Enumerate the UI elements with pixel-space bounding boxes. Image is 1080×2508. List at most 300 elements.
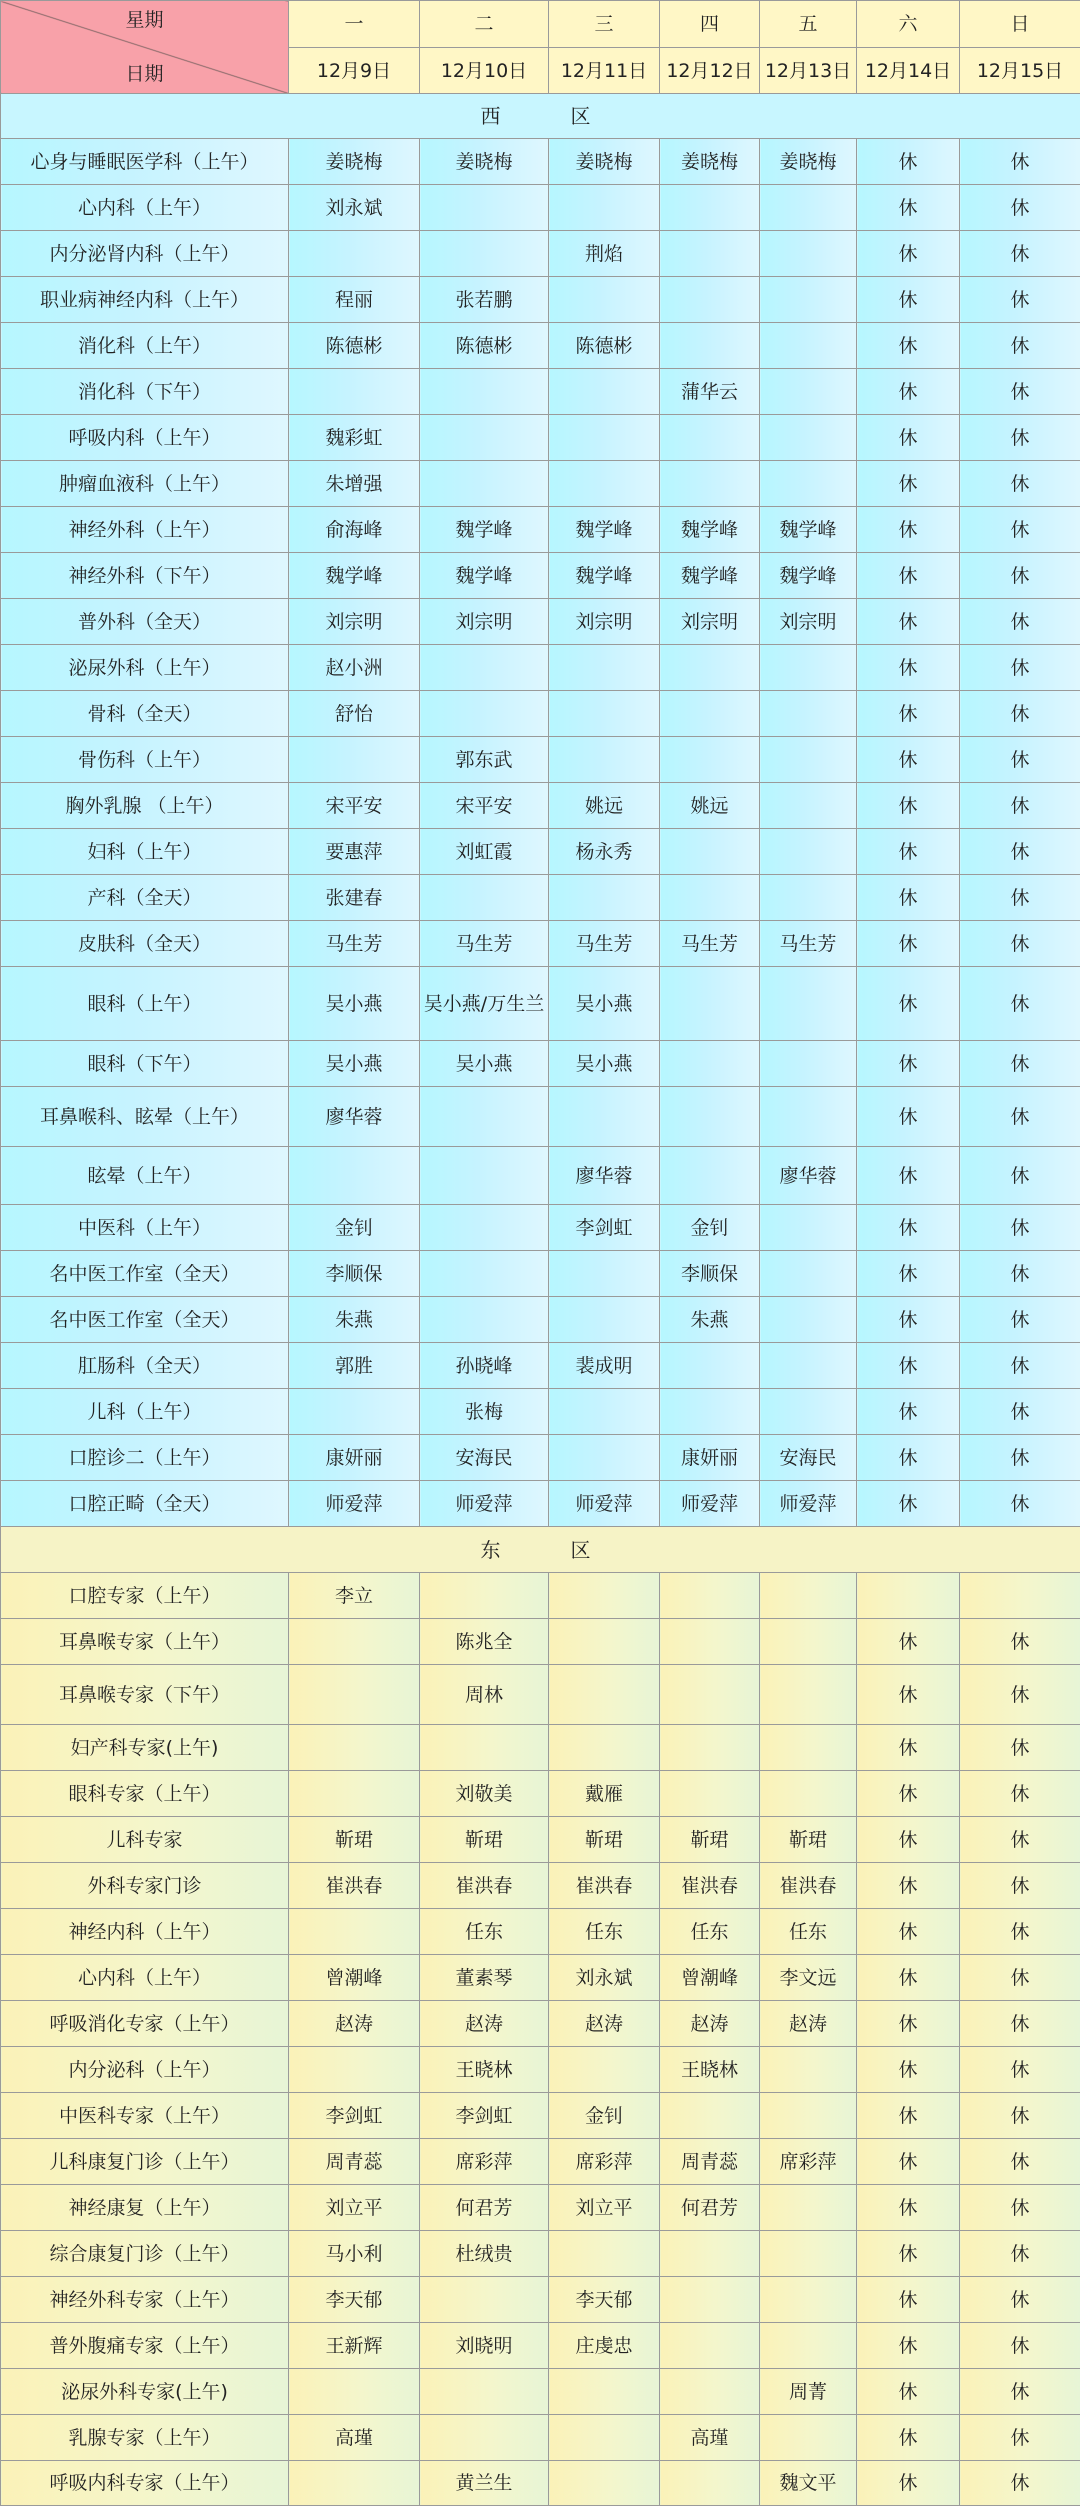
doctor-cell-wed xyxy=(549,1389,660,1435)
doctor-cell-fri: 魏文平 xyxy=(760,2461,857,2506)
department-cell: 肛肠科（全天） xyxy=(1,1343,289,1389)
doctor-cell-mon xyxy=(289,1619,420,1665)
doctor-cell-sat: 休 xyxy=(857,2231,960,2277)
doctor-cell-mon: 曾潮峰 xyxy=(289,1955,420,2001)
doctor-cell-sun: 休 xyxy=(960,2093,1080,2139)
doctor-cell-thu: 师爱萍 xyxy=(660,1481,760,1527)
doctor-cell-mon xyxy=(289,2047,420,2093)
doctor-cell-thu: 李顺保 xyxy=(660,1251,760,1297)
doctor-cell-thu xyxy=(660,875,760,921)
department-cell: 肿瘤血液科（上午） xyxy=(1,461,289,507)
doctor-cell-thu: 高瑾 xyxy=(660,2415,760,2461)
doctor-cell-tue: 张梅 xyxy=(420,1389,549,1435)
schedule-row xyxy=(1,921,1080,967)
doctor-cell-mon: 李顺保 xyxy=(289,1251,420,1297)
doctor-cell-thu xyxy=(660,1087,760,1147)
doctor-cell-wed xyxy=(549,2461,660,2506)
doctor-cell-thu xyxy=(660,1389,760,1435)
doctor-cell-sat: 休 xyxy=(857,277,960,323)
schedule-row xyxy=(1,1481,1080,1527)
doctor-cell-sun: 休 xyxy=(960,2047,1080,2093)
doctor-cell-fri xyxy=(760,1619,857,1665)
schedule-row xyxy=(1,783,1080,829)
doctor-cell-tue: 刘宗明 xyxy=(420,599,549,645)
schedule-row xyxy=(1,1573,1080,1619)
doctor-cell-thu xyxy=(660,1041,760,1087)
doctor-cell-sun: 休 xyxy=(960,1619,1080,1665)
department-cell: 外科专家门诊 xyxy=(1,1863,289,1909)
doctor-cell-sun: 休 xyxy=(960,1435,1080,1481)
doctor-cell-sat: 休 xyxy=(857,2461,960,2506)
doctor-cell-thu: 金钊 xyxy=(660,1205,760,1251)
schedule-row xyxy=(1,507,1080,553)
doctor-cell-tue: 魏学峰 xyxy=(420,553,549,599)
doctor-cell-wed: 杨永秀 xyxy=(549,829,660,875)
schedule-row xyxy=(1,2323,1080,2369)
doctor-cell-mon xyxy=(289,1909,420,1955)
doctor-cell-sat: 休 xyxy=(857,921,960,967)
doctor-cell-wed xyxy=(549,691,660,737)
doctor-cell-thu xyxy=(660,829,760,875)
doctor-cell-thu xyxy=(660,645,760,691)
schedule-row xyxy=(1,1251,1080,1297)
department-cell: 呼吸消化专家（上午） xyxy=(1,2001,289,2047)
doctor-cell-tue xyxy=(420,461,549,507)
doctor-cell-sat: 休 xyxy=(857,1343,960,1389)
doctor-cell-mon: 马小利 xyxy=(289,2231,420,2277)
doctor-cell-mon: 王新辉 xyxy=(289,2323,420,2369)
schedule-row xyxy=(1,2047,1080,2093)
schedule-row xyxy=(1,1205,1080,1251)
doctor-cell-wed xyxy=(549,2415,660,2461)
doctor-cell-sat: 休 xyxy=(857,231,960,277)
doctor-cell-fri xyxy=(760,2185,857,2231)
doctor-cell-sat: 休 xyxy=(857,1665,960,1725)
doctor-cell-sat: 休 xyxy=(857,1435,960,1481)
doctor-cell-fri xyxy=(760,185,857,231)
doctor-cell-tue: 吴小燕/万生兰 xyxy=(420,967,549,1041)
department-cell: 眼科（上午） xyxy=(1,967,289,1041)
doctor-cell-sun: 休 xyxy=(960,1297,1080,1343)
doctor-cell-tue xyxy=(420,1205,549,1251)
doctor-cell-wed: 荆焰 xyxy=(549,231,660,277)
doctor-cell-sun: 休 xyxy=(960,323,1080,369)
doctor-cell-mon: 李剑虹 xyxy=(289,2093,420,2139)
doctor-cell-sat: 休 xyxy=(857,1389,960,1435)
department-cell: 中医科（上午） xyxy=(1,1205,289,1251)
doctor-cell-tue xyxy=(420,231,549,277)
doctor-cell-wed: 姜晓梅 xyxy=(549,139,660,185)
doctor-cell-mon: 郭胜 xyxy=(289,1343,420,1389)
doctor-cell-mon xyxy=(289,737,420,783)
weekday-sat: 六 xyxy=(857,1,960,48)
department-cell: 内分泌肾内科（上午） xyxy=(1,231,289,277)
doctor-cell-tue: 吴小燕 xyxy=(420,1041,549,1087)
doctor-cell-thu: 崔洪春 xyxy=(660,1863,760,1909)
doctor-cell-sat: 休 xyxy=(857,783,960,829)
doctor-cell-thu xyxy=(660,415,760,461)
department-cell: 普外腹痛专家（上午） xyxy=(1,2323,289,2369)
doctor-cell-wed: 席彩萍 xyxy=(549,2139,660,2185)
doctor-cell-fri xyxy=(760,1205,857,1251)
doctor-cell-mon: 吴小燕 xyxy=(289,967,420,1041)
doctor-cell-wed: 魏学峰 xyxy=(549,507,660,553)
doctor-cell-sat xyxy=(857,1573,960,1619)
department-cell: 耳鼻喉专家（上午） xyxy=(1,1619,289,1665)
schedule-row xyxy=(1,1147,1080,1205)
doctor-cell-mon: 赵涛 xyxy=(289,2001,420,2047)
doctor-cell-thu: 马生芳 xyxy=(660,921,760,967)
doctor-cell-wed: 刘永斌 xyxy=(549,1955,660,2001)
schedule-row xyxy=(1,2461,1080,2506)
doctor-cell-wed: 赵涛 xyxy=(549,2001,660,2047)
doctor-cell-sat: 休 xyxy=(857,2093,960,2139)
doctor-cell-sun: 休 xyxy=(960,2277,1080,2323)
doctor-cell-mon: 要惠萍 xyxy=(289,829,420,875)
doctor-cell-sat: 休 xyxy=(857,1297,960,1343)
doctor-cell-fri xyxy=(760,2231,857,2277)
date-tue: 12月10日 xyxy=(420,48,549,94)
doctor-cell-wed xyxy=(549,1619,660,1665)
doctor-cell-mon xyxy=(289,1147,420,1205)
doctor-cell-thu: 姚远 xyxy=(660,783,760,829)
department-cell: 皮肤科（全天） xyxy=(1,921,289,967)
schedule-row xyxy=(1,1297,1080,1343)
schedule-row xyxy=(1,875,1080,921)
department-cell: 产科（全天） xyxy=(1,875,289,921)
schedule-row xyxy=(1,1909,1080,1955)
doctor-cell-sat: 休 xyxy=(857,2001,960,2047)
doctor-cell-thu: 王晓林 xyxy=(660,2047,760,2093)
doctor-cell-mon: 靳珺 xyxy=(289,1817,420,1863)
doctor-cell-mon: 张建春 xyxy=(289,875,420,921)
doctor-cell-thu: 何君芳 xyxy=(660,2185,760,2231)
schedule-row xyxy=(1,1817,1080,1863)
doctor-cell-mon: 廖华蓉 xyxy=(289,1087,420,1147)
doctor-cell-tue: 陈德彬 xyxy=(420,323,549,369)
doctor-cell-tue xyxy=(420,2415,549,2461)
doctor-cell-sat: 休 xyxy=(857,185,960,231)
doctor-cell-sat: 休 xyxy=(857,415,960,461)
doctor-cell-sat: 休 xyxy=(857,599,960,645)
doctor-cell-sun: 休 xyxy=(960,2001,1080,2047)
schedule-row xyxy=(1,2185,1080,2231)
doctor-cell-fri xyxy=(760,2047,857,2093)
schedule-row xyxy=(1,1435,1080,1481)
west-section-header xyxy=(1,94,1080,139)
doctor-cell-sun: 休 xyxy=(960,1955,1080,2001)
doctor-cell-sat: 休 xyxy=(857,1725,960,1771)
date-mon: 12月9日 xyxy=(289,48,420,94)
doctor-cell-fri xyxy=(760,829,857,875)
doctor-cell-wed xyxy=(549,369,660,415)
doctor-cell-thu xyxy=(660,2231,760,2277)
doctor-cell-sun: 休 xyxy=(960,1251,1080,1297)
doctor-cell-tue: 杜绒贵 xyxy=(420,2231,549,2277)
doctor-cell-tue: 魏学峰 xyxy=(420,507,549,553)
doctor-cell-fri xyxy=(760,783,857,829)
doctor-cell-sat: 休 xyxy=(857,2185,960,2231)
department-cell: 综合康复门诊（上午） xyxy=(1,2231,289,2277)
doctor-cell-wed xyxy=(549,1725,660,1771)
department-cell: 普外科（全天） xyxy=(1,599,289,645)
doctor-cell-wed xyxy=(549,2369,660,2415)
doctor-cell-fri xyxy=(760,1771,857,1817)
doctor-cell-sun: 休 xyxy=(960,2461,1080,2506)
doctor-cell-sun: 休 xyxy=(960,2323,1080,2369)
doctor-cell-tue: 郭东武 xyxy=(420,737,549,783)
doctor-cell-thu xyxy=(660,2323,760,2369)
doctor-cell-sun: 休 xyxy=(960,829,1080,875)
doctor-cell-thu xyxy=(660,1619,760,1665)
doctor-cell-sat: 休 xyxy=(857,875,960,921)
doctor-cell-fri: 席彩萍 xyxy=(760,2139,857,2185)
doctor-cell-wed: 刘宗明 xyxy=(549,599,660,645)
doctor-cell-sat: 休 xyxy=(857,1147,960,1205)
doctor-cell-tue xyxy=(420,2369,549,2415)
schedule-row xyxy=(1,2093,1080,2139)
department-cell: 眼科专家（上午） xyxy=(1,1771,289,1817)
doctor-cell-mon: 周青蕊 xyxy=(289,2139,420,2185)
doctor-cell-fri xyxy=(760,2277,857,2323)
doctor-cell-mon: 李天郁 xyxy=(289,2277,420,2323)
doctor-cell-sun: 休 xyxy=(960,185,1080,231)
doctor-cell-sun: 休 xyxy=(960,231,1080,277)
doctor-cell-sat: 休 xyxy=(857,1771,960,1817)
doctor-cell-sun: 休 xyxy=(960,737,1080,783)
doctor-cell-wed xyxy=(549,1435,660,1481)
schedule-row xyxy=(1,1343,1080,1389)
doctor-cell-fri xyxy=(760,415,857,461)
doctor-cell-sat: 休 xyxy=(857,1481,960,1527)
doctor-cell-thu xyxy=(660,461,760,507)
doctor-cell-mon xyxy=(289,1389,420,1435)
schedule-row xyxy=(1,277,1080,323)
doctor-cell-fri xyxy=(760,1041,857,1087)
date-sun: 12月15日 xyxy=(960,48,1080,94)
doctor-cell-tue xyxy=(420,415,549,461)
schedule-row xyxy=(1,2415,1080,2461)
doctor-cell-mon: 崔洪春 xyxy=(289,1863,420,1909)
doctor-cell-sun: 休 xyxy=(960,415,1080,461)
doctor-cell-sat: 休 xyxy=(857,1955,960,2001)
department-cell: 神经外科（上午） xyxy=(1,507,289,553)
doctor-cell-fri: 马生芳 xyxy=(760,921,857,967)
section-title: 东 区 xyxy=(1,1527,1080,1573)
schedule-row xyxy=(1,829,1080,875)
doctor-cell-sat: 休 xyxy=(857,2047,960,2093)
doctor-cell-tue xyxy=(420,1725,549,1771)
schedule-row xyxy=(1,645,1080,691)
doctor-cell-thu xyxy=(660,691,760,737)
doctor-cell-wed xyxy=(549,875,660,921)
schedule-row xyxy=(1,967,1080,1041)
doctor-cell-mon: 俞海峰 xyxy=(289,507,420,553)
doctor-cell-wed xyxy=(549,1573,660,1619)
doctor-cell-mon xyxy=(289,231,420,277)
doctor-cell-mon: 刘宗明 xyxy=(289,599,420,645)
doctor-cell-thu xyxy=(660,2093,760,2139)
doctor-cell-fri xyxy=(760,2415,857,2461)
date-wed: 12月11日 xyxy=(549,48,660,94)
doctor-cell-tue: 靳珺 xyxy=(420,1817,549,1863)
department-cell: 呼吸内科（上午） xyxy=(1,415,289,461)
schedule-row xyxy=(1,369,1080,415)
department-cell: 眩晕（上午） xyxy=(1,1147,289,1205)
doctor-cell-sun: 休 xyxy=(960,277,1080,323)
doctor-cell-sun: 休 xyxy=(960,645,1080,691)
doctor-cell-sat: 休 xyxy=(857,2139,960,2185)
department-cell: 胸外乳腺 （上午） xyxy=(1,783,289,829)
doctor-cell-wed xyxy=(549,2047,660,2093)
doctor-cell-sun xyxy=(960,1573,1080,1619)
date-sat: 12月14日 xyxy=(857,48,960,94)
doctor-cell-fri: 靳珺 xyxy=(760,1817,857,1863)
doctor-cell-fri: 师爱萍 xyxy=(760,1481,857,1527)
schedule-row xyxy=(1,691,1080,737)
doctor-cell-fri: 安海民 xyxy=(760,1435,857,1481)
doctor-cell-mon: 金钊 xyxy=(289,1205,420,1251)
weekday-header-row xyxy=(1,1,1080,48)
doctor-cell-fri xyxy=(760,1087,857,1147)
weekday-fri: 五 xyxy=(760,1,857,48)
doctor-cell-fri xyxy=(760,875,857,921)
doctor-cell-wed xyxy=(549,185,660,231)
doctor-cell-sat: 休 xyxy=(857,1619,960,1665)
doctor-cell-tue: 姜晓梅 xyxy=(420,139,549,185)
department-cell: 耳鼻喉科、眩晕（上午） xyxy=(1,1087,289,1147)
doctor-cell-fri: 廖华蓉 xyxy=(760,1147,857,1205)
doctor-cell-wed xyxy=(549,737,660,783)
doctor-cell-tue xyxy=(420,1251,549,1297)
doctor-cell-wed xyxy=(549,1665,660,1725)
date-fri: 12月13日 xyxy=(760,48,857,94)
doctor-cell-wed: 马生芳 xyxy=(549,921,660,967)
weekday-mon: 一 xyxy=(289,1,420,48)
doctor-cell-fri xyxy=(760,1297,857,1343)
doctor-cell-sun: 休 xyxy=(960,553,1080,599)
department-cell: 儿科（上午） xyxy=(1,1389,289,1435)
doctor-cell-wed xyxy=(549,1087,660,1147)
doctor-cell-wed: 吴小燕 xyxy=(549,1041,660,1087)
doctor-cell-fri xyxy=(760,1573,857,1619)
date-thu: 12月12日 xyxy=(660,48,760,94)
doctor-cell-thu: 任东 xyxy=(660,1909,760,1955)
doctor-cell-sat: 休 xyxy=(857,1205,960,1251)
doctor-cell-tue: 师爱萍 xyxy=(420,1481,549,1527)
doctor-cell-thu: 康妍丽 xyxy=(660,1435,760,1481)
doctor-cell-sat: 休 xyxy=(857,553,960,599)
doctor-cell-fri xyxy=(760,1343,857,1389)
doctor-cell-sat: 休 xyxy=(857,2323,960,2369)
doctor-cell-thu xyxy=(660,277,760,323)
doctor-cell-tue: 任东 xyxy=(420,1909,549,1955)
doctor-cell-thu xyxy=(660,967,760,1041)
doctor-cell-sat: 休 xyxy=(857,2369,960,2415)
doctor-cell-wed: 崔洪春 xyxy=(549,1863,660,1909)
doctor-cell-thu: 周青蕊 xyxy=(660,2139,760,2185)
schedule-row xyxy=(1,185,1080,231)
department-cell: 口腔正畸（全天） xyxy=(1,1481,289,1527)
doctor-cell-wed: 陈德彬 xyxy=(549,323,660,369)
doctor-cell-thu: 赵涛 xyxy=(660,2001,760,2047)
schedule-row xyxy=(1,2369,1080,2415)
department-cell: 口腔诊二（上午） xyxy=(1,1435,289,1481)
schedule-row xyxy=(1,1771,1080,1817)
schedule-row xyxy=(1,553,1080,599)
doctor-cell-thu: 姜晓梅 xyxy=(660,139,760,185)
schedule-row xyxy=(1,1087,1080,1147)
doctor-cell-mon xyxy=(289,1771,420,1817)
doctor-cell-tue: 崔洪春 xyxy=(420,1863,549,1909)
doctor-cell-tue: 黄兰生 xyxy=(420,2461,549,2506)
department-cell: 儿科专家 xyxy=(1,1817,289,1863)
doctor-cell-sat: 休 xyxy=(857,1817,960,1863)
doctor-cell-sun: 休 xyxy=(960,2415,1080,2461)
department-cell: 泌尿外科专家(上午) xyxy=(1,2369,289,2415)
schedule-row xyxy=(1,2277,1080,2323)
doctor-cell-thu: 魏学峰 xyxy=(660,553,760,599)
department-cell: 妇科（上午） xyxy=(1,829,289,875)
doctor-cell-mon xyxy=(289,1665,420,1725)
doctor-cell-wed: 魏学峰 xyxy=(549,553,660,599)
doctor-cell-fri xyxy=(760,645,857,691)
schedule-body xyxy=(1,94,1080,2506)
doctor-cell-tue: 马生芳 xyxy=(420,921,549,967)
doctor-cell-tue: 刘敬美 xyxy=(420,1771,549,1817)
weekday-wed: 三 xyxy=(549,1,660,48)
doctor-cell-sat: 休 xyxy=(857,645,960,691)
doctor-cell-mon: 朱燕 xyxy=(289,1297,420,1343)
doctor-cell-sun: 休 xyxy=(960,461,1080,507)
doctor-cell-wed: 廖华蓉 xyxy=(549,1147,660,1205)
doctor-cell-mon xyxy=(289,369,420,415)
doctor-cell-mon: 朱增强 xyxy=(289,461,420,507)
doctor-cell-thu: 曾潮峰 xyxy=(660,1955,760,2001)
doctor-cell-mon xyxy=(289,2369,420,2415)
department-cell: 骨科（全天） xyxy=(1,691,289,737)
department-cell: 神经外科（下午） xyxy=(1,553,289,599)
doctor-cell-wed xyxy=(549,461,660,507)
doctor-cell-fri xyxy=(760,2323,857,2369)
doctor-cell-wed: 裴成明 xyxy=(549,1343,660,1389)
doctor-cell-sun: 休 xyxy=(960,2369,1080,2415)
doctor-cell-thu xyxy=(660,1771,760,1817)
doctor-cell-wed xyxy=(549,277,660,323)
doctor-cell-sun: 休 xyxy=(960,2139,1080,2185)
department-cell: 呼吸内科专家（上午） xyxy=(1,2461,289,2506)
weekday-tue: 二 xyxy=(420,1,549,48)
schedule-row xyxy=(1,231,1080,277)
doctor-cell-mon: 赵小洲 xyxy=(289,645,420,691)
doctor-cell-wed: 姚远 xyxy=(549,783,660,829)
doctor-cell-sat: 休 xyxy=(857,2277,960,2323)
doctor-cell-tue xyxy=(420,2277,549,2323)
doctor-cell-sat: 休 xyxy=(857,1041,960,1087)
doctor-cell-mon: 师爱萍 xyxy=(289,1481,420,1527)
doctor-cell-thu: 刘宗明 xyxy=(660,599,760,645)
weekday-sun: 日 xyxy=(960,1,1080,48)
doctor-cell-fri: 崔洪春 xyxy=(760,1863,857,1909)
doctor-cell-sun: 休 xyxy=(960,783,1080,829)
department-cell: 神经内科（上午） xyxy=(1,1909,289,1955)
doctor-cell-thu: 靳珺 xyxy=(660,1817,760,1863)
doctor-cell-fri xyxy=(760,1665,857,1725)
doctor-cell-fri xyxy=(760,231,857,277)
schedule-row xyxy=(1,323,1080,369)
doctor-cell-sun: 休 xyxy=(960,1205,1080,1251)
doctor-cell-mon: 高瑾 xyxy=(289,2415,420,2461)
